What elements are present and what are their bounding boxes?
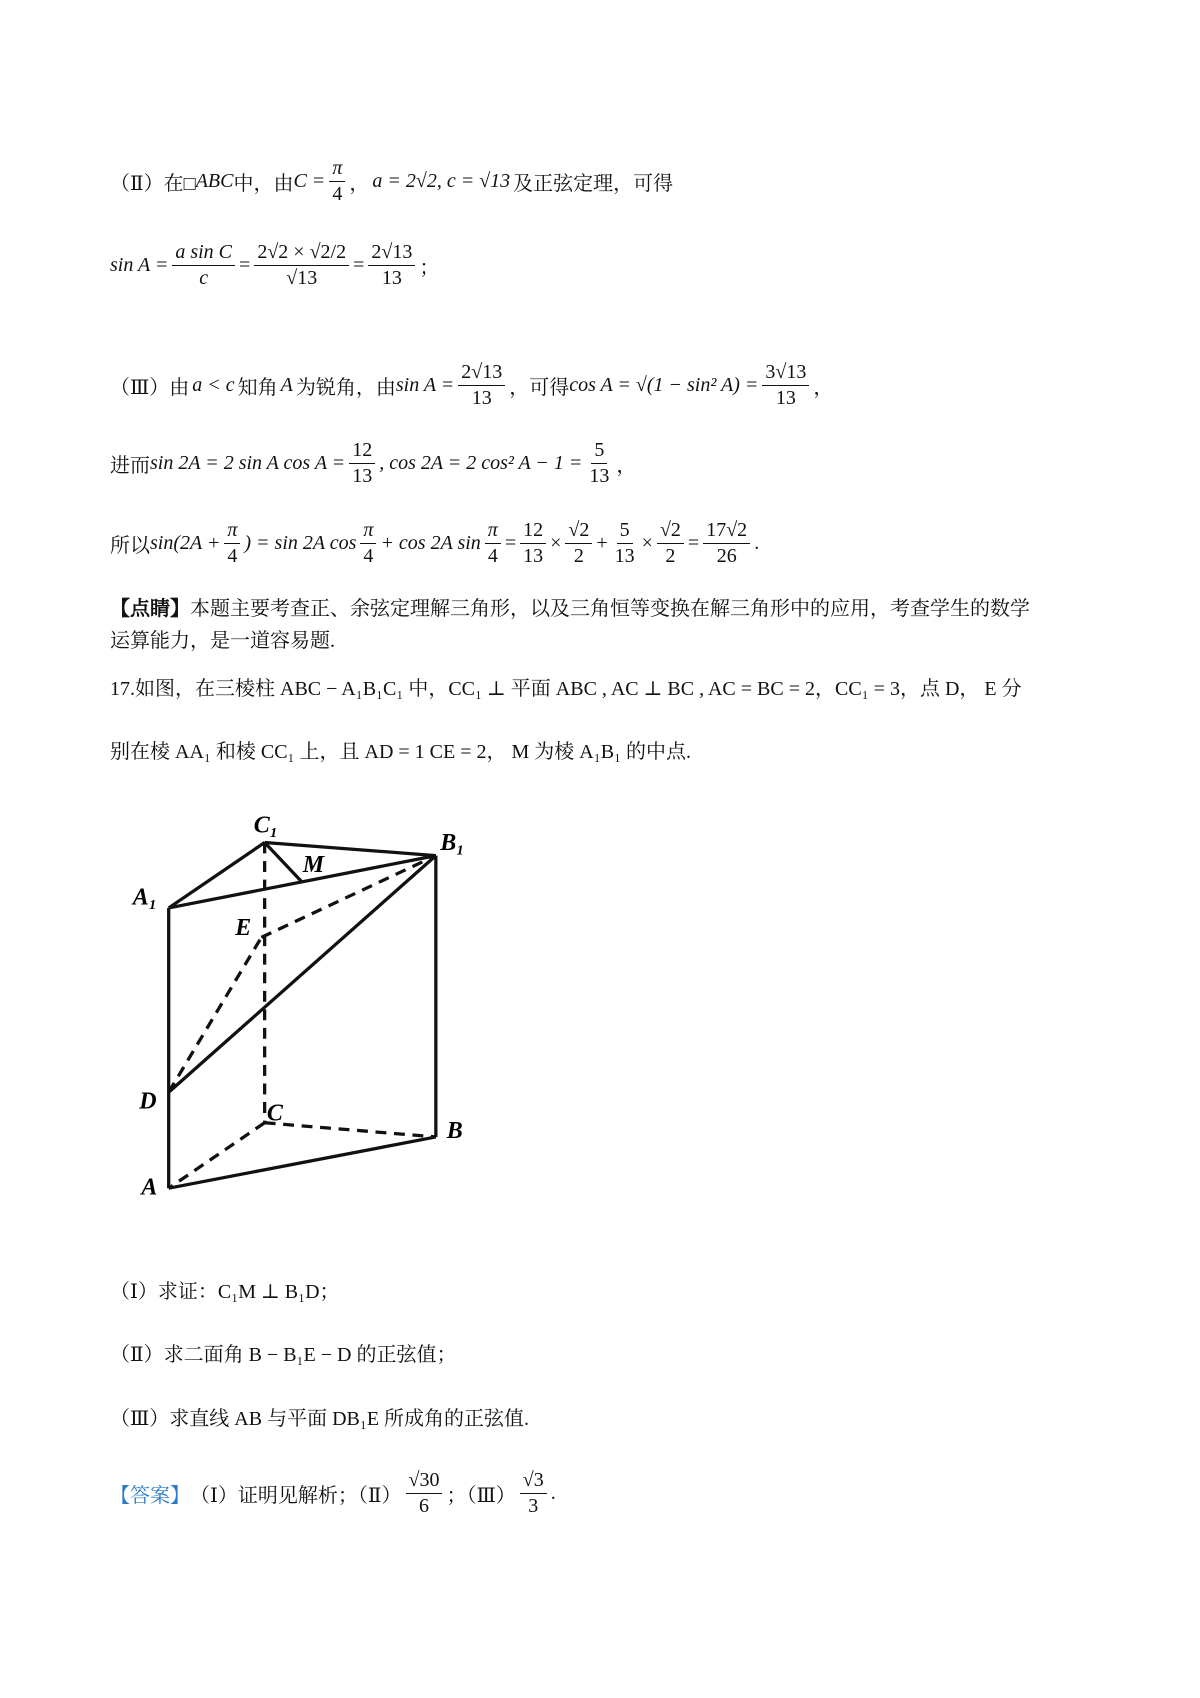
fraction — [565, 518, 592, 569]
solid-edges — [169, 843, 436, 1189]
math: sin 2A = 2 sin A cos A = — [150, 452, 346, 474]
question-17-line-2 — [110, 735, 691, 764]
double-angle-line — [110, 438, 636, 489]
den: 4 — [329, 181, 345, 207]
math: a = 2√2, c = √13 — [372, 170, 511, 192]
text: ， — [349, 173, 370, 195]
fraction — [172, 240, 235, 291]
num: π — [332, 157, 343, 179]
num: 2√2 × √2/2 — [254, 240, 349, 266]
fraction — [703, 518, 750, 569]
fraction — [762, 360, 809, 411]
math: C = — [293, 170, 326, 192]
math: sin(2A + — [150, 532, 221, 554]
text: ，可得 — [509, 377, 570, 399]
text: （Ⅰ）证明见解析；（Ⅱ） — [190, 1485, 402, 1507]
num: π — [360, 518, 376, 544]
num: 12 — [520, 518, 546, 544]
text: 为锐角，由 — [295, 377, 396, 399]
text: . — [550, 1482, 556, 1504]
text: （Ⅱ）求二面角 B − B₁E − D 的正弦值； — [110, 1344, 457, 1366]
den: 13 — [352, 465, 373, 487]
den: 3 — [528, 1495, 539, 1517]
part2-intro — [110, 156, 673, 207]
den: 2 — [665, 545, 676, 567]
label-C: C — [266, 1100, 283, 1127]
num: √3 — [520, 1468, 547, 1494]
label-A1: A₁ — [132, 884, 158, 911]
subquestion-3 — [110, 1402, 529, 1431]
den: √13 — [286, 267, 318, 289]
text: + — [596, 532, 608, 554]
num: 17√2 — [703, 518, 750, 544]
fraction — [458, 360, 505, 411]
text: （Ⅲ）求直线 AB 与平面 DB₁E 所成角的正弦值. — [110, 1408, 530, 1430]
label-B1: B₁ — [440, 830, 465, 857]
den: 4 — [363, 545, 374, 567]
math: A — [280, 374, 293, 396]
text: = — [353, 254, 365, 276]
math: ) = sin 2A cos — [244, 532, 357, 554]
text: × — [550, 532, 562, 554]
text: = — [504, 532, 517, 554]
num: 2√13 — [368, 240, 415, 266]
text: 进而 — [110, 455, 150, 477]
text: ， — [616, 455, 637, 477]
edge-C1B1 — [265, 843, 436, 856]
text: ； — [419, 257, 440, 279]
subquestion-2 — [110, 1338, 456, 1367]
label-M: M — [302, 851, 325, 878]
text: 所以 — [110, 535, 150, 557]
num: 12 — [349, 438, 375, 464]
fraction — [360, 518, 376, 569]
fraction — [254, 240, 349, 291]
fraction — [612, 518, 638, 569]
fraction — [224, 518, 240, 569]
fraction — [406, 1468, 443, 1519]
text: （Ⅱ）在□ — [110, 173, 196, 195]
den: 26 — [716, 545, 737, 567]
den: 13 — [471, 387, 492, 409]
sinA-equation — [110, 240, 439, 291]
den: c — [199, 267, 209, 289]
den: 13 — [775, 387, 796, 409]
text: 运算能力，是一道容易题. — [110, 630, 335, 652]
text: × — [641, 532, 653, 554]
math: sin A = — [110, 254, 169, 276]
label-C1: C₁ — [253, 812, 279, 839]
text: ；（Ⅲ） — [446, 1485, 516, 1507]
comment-line-1 — [110, 592, 1030, 621]
math: sin A = — [395, 374, 455, 396]
label-E: E — [235, 915, 252, 942]
text: 本题主要考查正、余弦定理解三角形，以及三角恒等变换在解三角形中的应用，考查学生的数学 — [190, 598, 1030, 620]
math: a < c — [192, 374, 235, 396]
math: cos A = √(1 − sin² A) = — [569, 374, 759, 396]
num: √2 — [657, 518, 684, 544]
text: 及正弦定理，可得 — [513, 173, 674, 195]
text: 别在棱 AA₁ 和棱 CC₁ 上，且 AD = 1 CE = 2， M 为棱 A₁B₁ 的中点. — [110, 741, 692, 763]
text: = — [239, 254, 251, 276]
fraction — [329, 156, 345, 207]
den: 13 — [381, 267, 402, 289]
edge-CB — [265, 1123, 436, 1137]
hidden-edges — [169, 843, 436, 1189]
text: （Ⅰ）求证：C₁M ⊥ B₁D； — [110, 1281, 340, 1303]
den: 13 — [589, 465, 610, 487]
label-D: D — [139, 1088, 157, 1115]
part3-intro — [110, 360, 833, 411]
num: √30 — [406, 1468, 443, 1494]
prism-figure — [130, 800, 480, 1210]
num: 5 — [617, 518, 633, 544]
text: = — [687, 532, 700, 554]
edge-AB — [169, 1137, 436, 1188]
num: π — [224, 518, 240, 544]
den: 4 — [227, 545, 238, 567]
edge-DB1 — [169, 856, 436, 1093]
fraction — [485, 518, 501, 569]
num: π — [485, 518, 501, 544]
label-A: A — [141, 1174, 158, 1201]
label-B: B — [446, 1118, 463, 1145]
fraction — [520, 518, 546, 569]
edge-C1M — [265, 843, 302, 882]
den: 13 — [523, 545, 544, 567]
fraction — [586, 438, 612, 489]
math: ABC — [195, 170, 234, 192]
math: + cos 2A sin — [380, 532, 481, 554]
text: 中，由 — [233, 173, 294, 195]
text: ， — [813, 377, 834, 399]
text: 17.如图，在三棱柱 ABC − A₁B₁C₁ 中，CC₁ ⊥ 平面 ABC , AC ⊥ BC , AC = BC = 2，CC₁ = 3，点 D， E 分 — [110, 678, 1022, 700]
fraction — [657, 518, 684, 569]
math: , cos 2A = 2 cos² A − 1 = — [379, 452, 583, 474]
text: . — [754, 532, 760, 554]
num: a sin C — [172, 240, 235, 266]
fraction — [520, 1468, 547, 1519]
text: 知角 — [237, 377, 278, 399]
num: 2√13 — [458, 360, 505, 386]
question-17-line-1 — [110, 672, 1022, 701]
text: （Ⅲ）由 — [110, 377, 190, 399]
answer-line — [110, 1468, 556, 1519]
den: 4 — [487, 545, 498, 567]
comment-line-2 — [110, 624, 335, 653]
den: 2 — [573, 545, 584, 567]
num: 3√13 — [762, 360, 809, 386]
num: √2 — [565, 518, 592, 544]
edge-DE — [169, 937, 262, 1092]
fraction — [349, 438, 375, 489]
final-sin-line — [110, 518, 759, 569]
fraction — [368, 240, 415, 291]
comment-tag: 【点睛】 — [110, 598, 190, 620]
den: 13 — [614, 545, 635, 567]
den: 6 — [418, 1495, 429, 1517]
subquestion-1 — [110, 1275, 340, 1304]
answer-tag: 【答案】 — [110, 1485, 190, 1507]
num: 5 — [591, 438, 607, 464]
